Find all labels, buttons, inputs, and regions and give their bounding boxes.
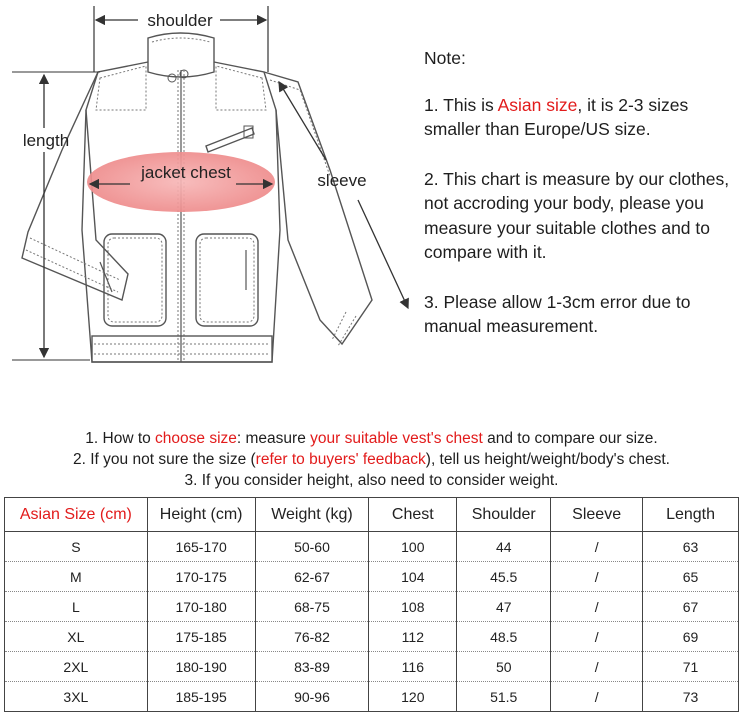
cell-height: 170-175 [147,562,255,592]
cell-size: 2XL [5,652,148,682]
cell-weight: 50-60 [255,532,369,562]
instruction-line-1 [0,428,743,449]
size-chart-table [4,497,739,712]
instruction-1-text-a: 1. How to [85,430,156,447]
instruction-line-2 [0,449,743,470]
cell-length: 71 [643,652,739,682]
cell-size: L [5,592,148,622]
note-title: Note: [424,48,466,68]
note-item-1-prefix: 1. This is [424,94,498,115]
table-row [5,592,739,622]
cell-weight: 76-82 [255,622,369,652]
cell-weight: 62-67 [255,562,369,592]
header-length: Length [643,498,739,532]
instruction-1-highlight-b: your suitable vest's chest [310,430,483,447]
cell-height: 180-190 [147,652,255,682]
length-label: length [22,131,70,150]
table-row [5,622,739,652]
instruction-1-text-c: and to compare our size. [482,430,658,447]
cell-shoulder: 45.5 [457,562,551,592]
cell-chest: 112 [369,622,457,652]
cell-size: XL [5,622,148,652]
cell-size: 3XL [5,682,148,712]
cell-chest: 116 [369,652,457,682]
cell-chest: 104 [369,562,457,592]
instruction-2-highlight: refer to buyers' feedback [255,451,426,468]
size-instructions [0,428,743,491]
cell-sleeve: / [551,562,643,592]
cell-size: S [5,532,148,562]
cell-chest: 120 [369,682,457,712]
note-item-2: 2. This chart is measure by our clothes, not accroding your body, please you measure your suitable clothes and to compare with it. [424,168,730,262]
note-item-1-highlight: Asian size [497,94,578,115]
cell-height: 175-185 [147,622,255,652]
cell-length: 67 [643,592,739,622]
cell-height: 165-170 [147,532,255,562]
cell-weight: 68-75 [255,592,369,622]
header-sleeve: Sleeve [551,498,643,532]
cell-length: 73 [643,682,739,712]
cell-shoulder: 47 [457,592,551,622]
instruction-1-text-b: : measure [236,430,311,447]
header-weight: Weight (kg) [255,498,369,532]
cell-size: M [5,562,148,592]
note-item-3: 3. Please allow 1-3cm error due to manual measurement. [424,291,691,336]
instruction-1-highlight-a: choose size [155,430,237,447]
header-shoulder: Shoulder [457,498,551,532]
shoulder-label: shoulder [147,11,213,30]
sleeve-label: sleeve [317,171,367,190]
cell-shoulder: 51.5 [457,682,551,712]
cell-sleeve: / [551,622,643,652]
cell-weight: 83-89 [255,652,369,682]
cell-shoulder: 44 [457,532,551,562]
cell-sleeve: / [551,532,643,562]
table-row [5,562,739,592]
cell-length: 65 [643,562,739,592]
instruction-2-text-b: ), tell us height/weight/body's chest. [425,451,670,468]
header-height: Height (cm) [147,498,255,532]
header-asian-size: Asian Size (cm) [5,498,148,532]
table-row [5,652,739,682]
note-item-1-suffix: , it is 2-3 sizes smaller than Europe/US size. [424,94,689,139]
header-chest: Chest [369,498,457,532]
cell-chest: 108 [369,592,457,622]
size-note [424,46,739,364]
sleeve-arrow-down [358,200,408,308]
cell-sleeve: / [551,592,643,622]
cell-shoulder: 50 [457,652,551,682]
cell-height: 170-180 [147,592,255,622]
table-header-row [5,498,739,532]
cell-shoulder: 48.5 [457,622,551,652]
instruction-2-text-a: 2. If you not sure the size ( [73,451,256,468]
cell-sleeve: / [551,652,643,682]
table-row [5,532,739,562]
cell-sleeve: / [551,682,643,712]
cell-weight: 90-96 [255,682,369,712]
jacket-measurement-diagram [0,0,420,380]
note-item-1 [424,93,739,142]
jacket-chest-highlight [87,152,275,212]
table-row [5,682,739,712]
cell-chest: 100 [369,532,457,562]
instruction-line-3: 3. If you consider height, also need to consider weight. [184,472,559,489]
cell-length: 63 [643,532,739,562]
cell-height: 185-195 [147,682,255,712]
jacket-chest-label: jacket chest [141,163,231,182]
cell-length: 69 [643,622,739,652]
